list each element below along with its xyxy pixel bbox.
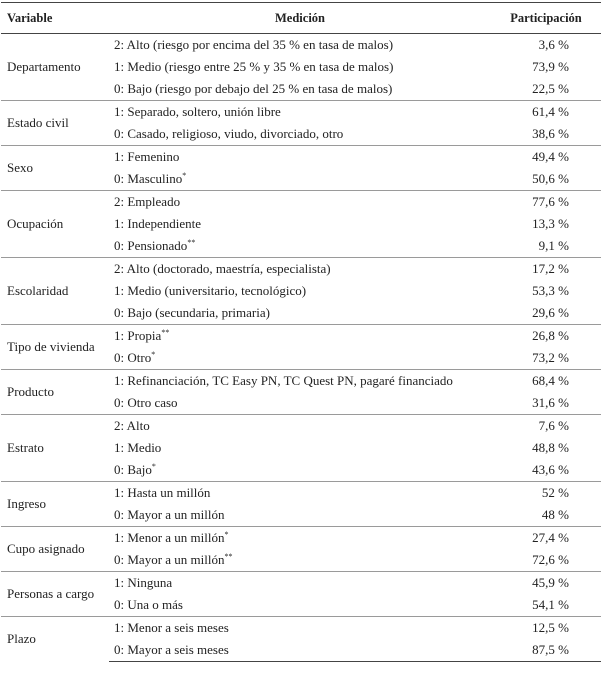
participacion-cell: 7,6 % bbox=[491, 415, 601, 438]
medicion-text: 0: Bajo (riesgo por debajo del 25 % en tasa de malos) bbox=[114, 81, 393, 96]
medicion-cell bbox=[109, 34, 491, 57]
medicion-cell bbox=[109, 213, 491, 235]
medicion-text: 1: Hasta un millón bbox=[114, 485, 211, 500]
medicion-cell bbox=[109, 437, 491, 459]
medicion-cell bbox=[109, 101, 491, 124]
medicion-cell bbox=[109, 594, 491, 617]
participacion-cell: 48 % bbox=[541, 507, 569, 522]
medicion-text: 1: Menor a un millón bbox=[114, 530, 225, 545]
header-variable: Variable bbox=[7, 10, 53, 25]
participacion-cell: 48,8 % bbox=[532, 440, 569, 455]
medicion-text: 2: Alto (riesgo por encima del 35 % en tasa de malos) bbox=[114, 37, 394, 52]
variable-cell: Escolaridad bbox=[1, 258, 109, 325]
variable-cell: Producto bbox=[1, 370, 109, 415]
variable-cell: Sexo bbox=[1, 146, 109, 191]
medicion-cell bbox=[109, 415, 491, 438]
table-row bbox=[1, 527, 601, 550]
medicion-text: 1: Separado, soltero, unión libre bbox=[114, 104, 281, 119]
footnote-mark: * bbox=[224, 530, 229, 539]
table-row bbox=[1, 146, 601, 169]
participacion-cell: 77,6 % bbox=[491, 191, 601, 214]
medicion-cell bbox=[109, 347, 491, 370]
participacion-cell: 3,6 % bbox=[538, 37, 569, 52]
participacion-cell: 52 % bbox=[491, 482, 601, 505]
table-row bbox=[1, 370, 601, 393]
medicion-cell bbox=[109, 258, 491, 281]
medicion-cell bbox=[109, 56, 491, 78]
table-body bbox=[1, 34, 601, 662]
medicion-text: 0: Otro bbox=[114, 350, 152, 365]
medicion-text: 0: Masculino bbox=[114, 171, 183, 186]
participacion-cell: 68,4 % bbox=[491, 370, 601, 393]
variable-cell: Departamento bbox=[7, 59, 81, 74]
variable-cell: Ocupación bbox=[1, 191, 109, 258]
participacion-cell: 49,4 % bbox=[491, 146, 601, 169]
medicion-text: 0: Pensionado bbox=[114, 238, 188, 253]
medicion-cell bbox=[109, 639, 491, 662]
participacion-cell: 73,9 % bbox=[532, 59, 569, 74]
medicion-text: 1: Medio (riesgo entre 25 % y 35 % en tasa de malos) bbox=[114, 59, 394, 74]
footnote-mark: * bbox=[151, 462, 156, 471]
participacion-cell: 13,3 % bbox=[532, 216, 569, 231]
variable-cell: Estrato bbox=[1, 415, 109, 482]
participacion-cell: 61,4 % bbox=[491, 101, 601, 124]
medicion-cell bbox=[109, 146, 491, 169]
footnote-mark: ** bbox=[187, 238, 196, 247]
medicion-cell bbox=[109, 168, 491, 191]
participacion-cell: 29,6 % bbox=[532, 305, 569, 320]
medicion-cell bbox=[109, 504, 491, 527]
participacion-cell: 38,6 % bbox=[532, 126, 569, 141]
header-medicion: Medición bbox=[275, 10, 325, 25]
table-row bbox=[1, 617, 601, 640]
medicion-cell bbox=[109, 325, 491, 348]
participacion-cell: 53,3 % bbox=[532, 283, 569, 298]
medicion-cell bbox=[109, 123, 491, 146]
medicion-text: 0: Casado, religioso, viudo, divorciado, otro bbox=[114, 126, 344, 141]
medicion-text: 1: Menor a seis meses bbox=[114, 620, 229, 635]
participacion-cell: 73,2 % bbox=[532, 350, 569, 365]
medicion-text: 2: Alto (doctorado, maestría, especialista) bbox=[114, 261, 331, 276]
medicion-cell bbox=[109, 78, 491, 101]
header-row bbox=[1, 3, 601, 34]
table-row bbox=[1, 572, 601, 595]
participacion-cell: 72,6 % bbox=[532, 552, 569, 567]
medicion-text: 0: Una o más bbox=[114, 597, 183, 612]
medicion-text: 0: Mayor a un millón bbox=[114, 507, 225, 522]
participacion-cell: 31,6 % bbox=[532, 395, 569, 410]
table-row bbox=[1, 101, 601, 124]
table-row bbox=[1, 258, 601, 281]
medicion-text: 1: Propia bbox=[114, 328, 162, 343]
medicion-text: 2: Empleado bbox=[114, 194, 181, 209]
participacion-cell: 17,2 % bbox=[491, 258, 601, 281]
table-header bbox=[1, 3, 601, 34]
table-row bbox=[1, 415, 601, 438]
medicion-text: 0: Mayor a seis meses bbox=[114, 642, 229, 657]
table-row bbox=[1, 325, 601, 348]
medicion-text: 1: Medio (universitario, tecnológico) bbox=[114, 283, 307, 298]
participacion-cell: 27,4 % bbox=[491, 527, 601, 550]
variable-cell: Personas a cargo bbox=[1, 572, 109, 617]
participacion-cell: 9,1 % bbox=[538, 238, 569, 253]
medicion-text: 0: Otro caso bbox=[114, 395, 178, 410]
medicion-text: 2: Alto bbox=[114, 418, 150, 433]
variable-cell: Plazo bbox=[1, 617, 109, 662]
table-row bbox=[1, 191, 601, 214]
table-row bbox=[1, 482, 601, 505]
medicion-cell bbox=[109, 280, 491, 302]
medicion-cell bbox=[109, 549, 491, 572]
variable-cell: Tipo de vivienda bbox=[1, 325, 109, 370]
variable-cell: Ingreso bbox=[1, 482, 109, 527]
medicion-text: 0: Bajo (secundaria, primaria) bbox=[114, 305, 270, 320]
variable-cell: Cupo asignado bbox=[1, 527, 109, 572]
footnote-mark: * bbox=[151, 350, 156, 359]
participacion-cell: 43,6 % bbox=[532, 462, 569, 477]
footnote-mark: ** bbox=[224, 552, 233, 561]
medicion-text: 1: Ninguna bbox=[114, 575, 173, 590]
data-table bbox=[1, 2, 601, 662]
participacion-cell: 87,5 % bbox=[491, 639, 601, 662]
medicion-text: 1: Femenino bbox=[114, 149, 180, 164]
variable-cell: Estado civil bbox=[1, 101, 109, 146]
medicion-text: 0: Bajo bbox=[114, 462, 152, 477]
medicion-cell bbox=[109, 392, 491, 415]
medicion-cell bbox=[109, 235, 491, 258]
medicion-text: 1: Medio bbox=[114, 440, 162, 455]
participacion-cell: 26,8 % bbox=[491, 325, 601, 348]
medicion-cell bbox=[109, 482, 491, 505]
medicion-cell bbox=[109, 459, 491, 482]
medicion-text: 1: Independiente bbox=[114, 216, 201, 231]
participacion-cell: 22,5 % bbox=[532, 81, 569, 96]
header-participacion: Participación bbox=[510, 10, 582, 25]
medicion-text: 1: Refinanciación, TC Easy PN, TC Quest PN, pagaré financiado bbox=[114, 373, 453, 388]
medicion-cell bbox=[109, 302, 491, 325]
medicion-cell bbox=[109, 191, 491, 214]
table-row bbox=[1, 34, 601, 57]
medicion-text: 0: Mayor a un millón bbox=[114, 552, 225, 567]
participacion-cell: 54,1 % bbox=[532, 597, 569, 612]
medicion-cell bbox=[109, 370, 491, 393]
participacion-cell: 50,6 % bbox=[532, 171, 569, 186]
medicion-cell bbox=[109, 572, 491, 595]
footnote-mark: ** bbox=[161, 328, 170, 337]
participacion-cell: 45,9 % bbox=[491, 572, 601, 595]
footnote-mark: * bbox=[182, 171, 187, 180]
participacion-cell: 12,5 % bbox=[491, 617, 601, 640]
medicion-cell bbox=[109, 617, 491, 640]
medicion-cell bbox=[109, 527, 491, 550]
